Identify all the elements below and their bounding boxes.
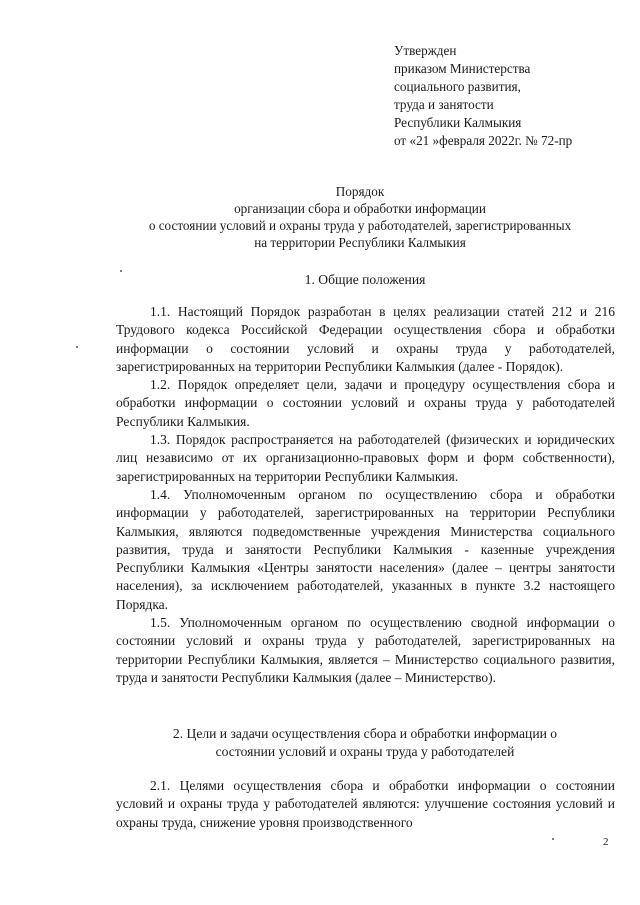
scan-speck (120, 270, 122, 272)
approval-stamp (394, 42, 572, 150)
title-line: на территории Республики Калмыкия (254, 235, 466, 250)
section-1-heading: 1. Общие положения (304, 272, 426, 287)
section-2-heading-line: 2. Цели и задачи осуществления сбора и обработки информации о (172, 726, 558, 741)
scan-speck (552, 838, 554, 840)
section-2-heading-line: состоянии условий и охраны труда у работодателей (215, 744, 515, 759)
approval-line: труда и занятости (394, 97, 494, 112)
paragraph-1-2: 1.2. Порядок определяет цели, задачи и процедуру осуществления сбора и обработки информации о состоянии условий и охраны труда у работодателей Республики Калмыкия. (116, 377, 615, 429)
title-line: Порядок (335, 184, 385, 199)
paragraph-1-3: 1.3. Порядок распространяется на работодателей (физических и юридических лиц независимо от их организационно-правовых форм и форм собственности), зарегистрированных на территории Республики Калмыкия. (116, 432, 615, 484)
section-1-body (116, 303, 615, 687)
approval-line: приказом Министерства (394, 61, 531, 76)
approval-line: социального развития, (394, 79, 521, 94)
approval-line: от «21 »февраля 2022г. № 72-пр (394, 133, 573, 148)
paragraph-2-1: 2.1. Целями осуществления сбора и обработки информации о состоянии условий и охраны труда у работодателей являются: улучшение состояния условий и охраны труда, снижение уровня производственного (116, 778, 615, 830)
paragraph-1-1: 1.1. Настоящий Порядок разработан в целях реализации статей 212 и 216 Трудового кодекса Российской Федерации осуществления сбора и обработки информации о состоянии условий и охраны труда у работодателей, зарегистрированных на территории Республики Калмыкия (далее - Порядок). (116, 304, 615, 374)
section-2-body (116, 777, 615, 832)
approval-line: Утвержден (394, 43, 457, 58)
title-line: о состоянии условий и охраны труда у работодателей, зарегистрированных (148, 218, 572, 233)
title-line: организации сбора и обработки информации (234, 201, 486, 216)
approval-line: Республики Калмыкия (394, 115, 522, 130)
page-number: 2 (603, 836, 609, 848)
paragraph-1-4: 1.4. Уполномоченным органом по осуществлению сбора и обработки информации у работодателей, зарегистрированных на территории Республики Калмыкия, являются подведомственные учреждения Министерства социального развития, труда и занятости Республики Калмыкия - казенные учреждения Республики Калмыкия «Центры занятости населения» (далее – центры занятости населения), за исключением работодателей, указанных в пункте 3.2 настоящего Порядка. (116, 486, 615, 612)
paragraph-1-5: 1.5. Уполномоченным органом по осуществлению сводной информации о состоянии условий и охраны труда у работодателей, зарегистрированных на территории Республики Калмыкия, является – Министерство социального развития, труда и занятости Республики Калмыкия (далее – Министерство). (116, 615, 615, 685)
document-title (90, 183, 630, 251)
scan-speck (76, 346, 78, 348)
section-2-heading (110, 725, 620, 761)
